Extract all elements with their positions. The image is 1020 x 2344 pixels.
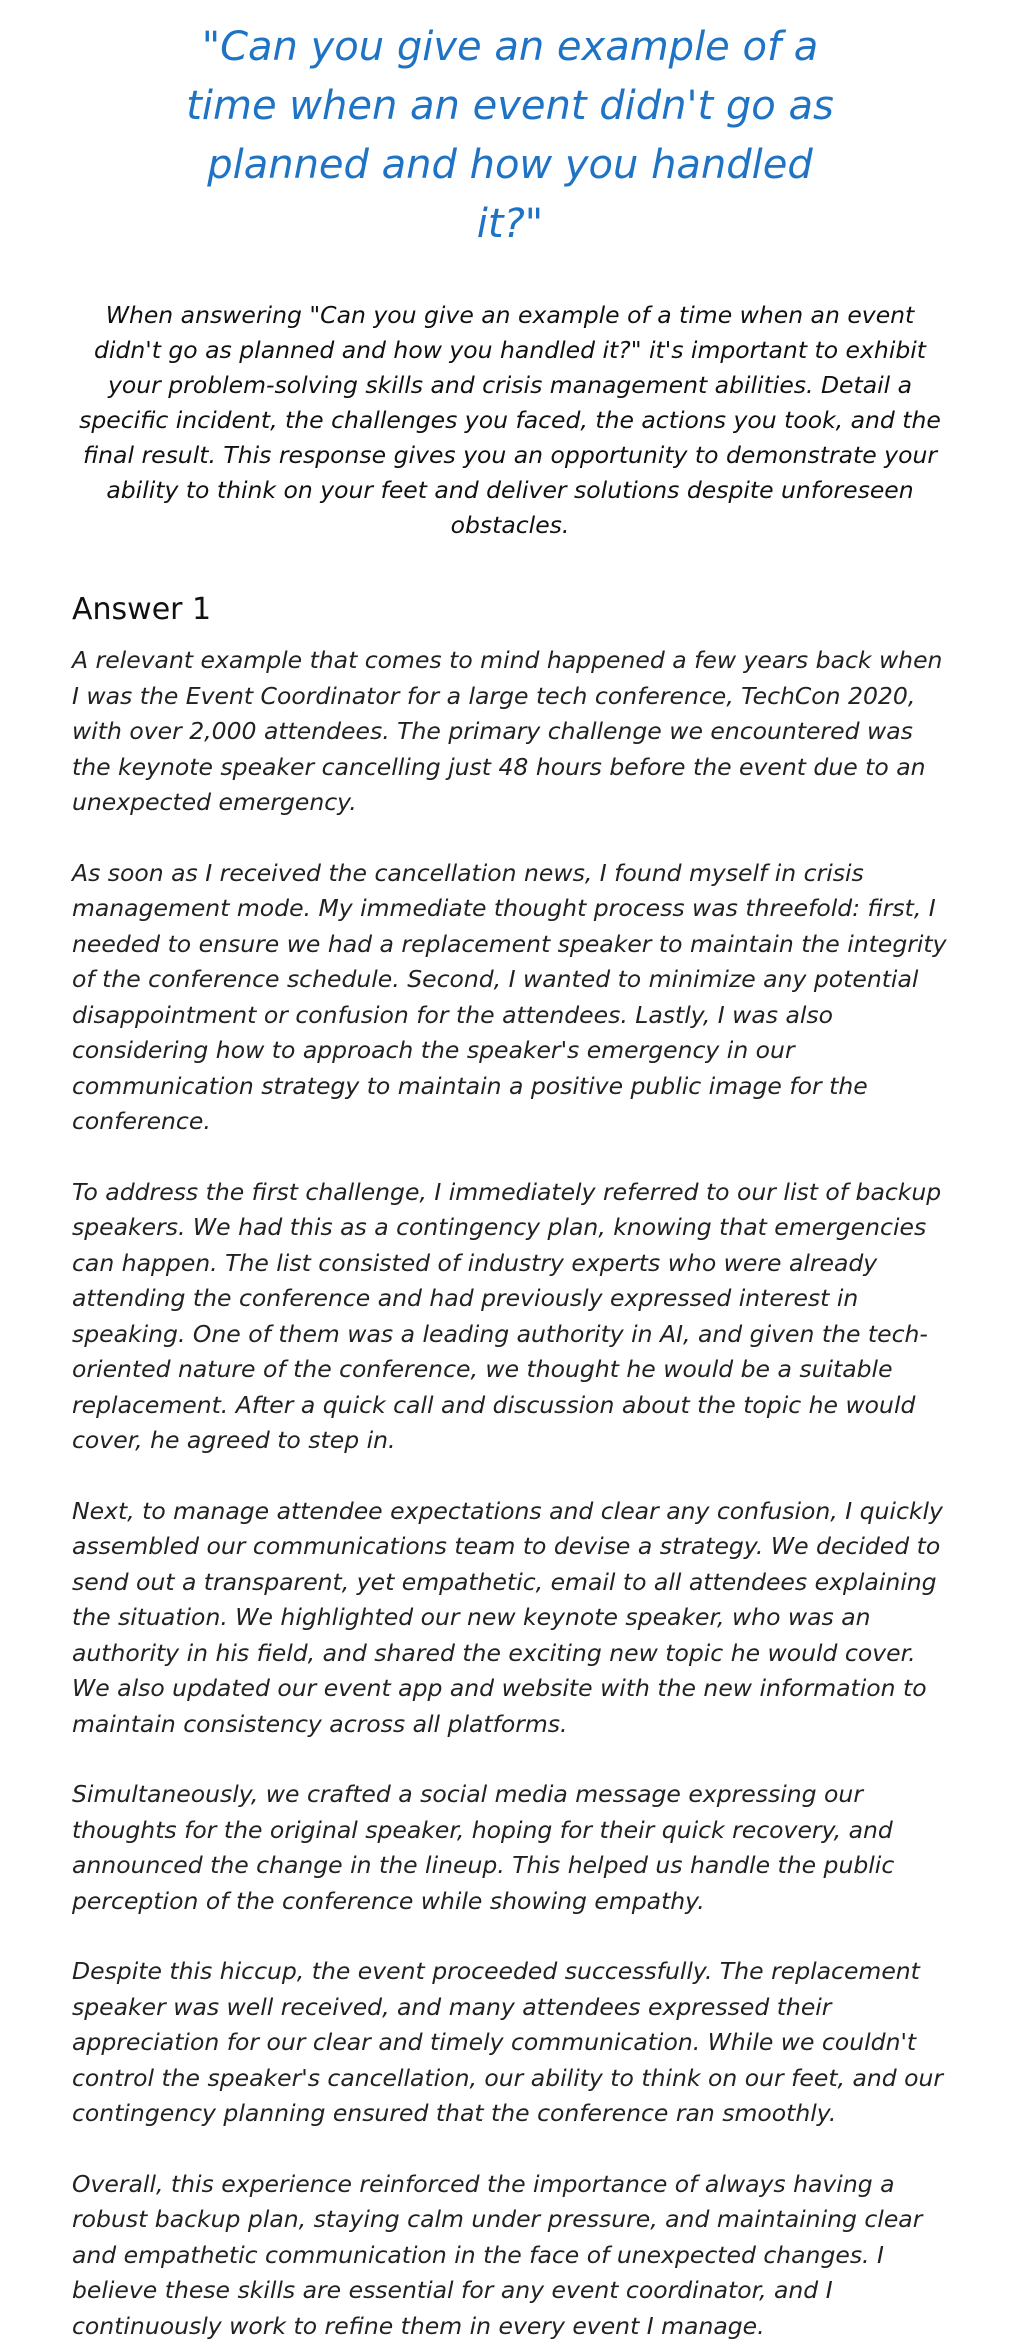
answer-paragraph-7: Overall, this experience reinforced the importance of always having a robust backup plan, staying calm under pressure, and maintaining clear and empathetic communication in the face of unexpected changes. I believe these skills are essential for any event coordinator, and I continuously work to refine them in every event I manage. — [72, 2167, 948, 2344]
answer-paragraph-2: As soon as I received the cancellation news, I found myself in crisis management mode. My immediate thought process was threefold: first, I needed to ensure we had a replacement speaker to maintain the integrity of the conference schedule. Second, I wanted to minimize any potential disappointment or confusion for the attendees. Lastly, I was also considering how to approach the speaker's emergency in our communication strategy to maintain a positive public image for the conference. — [72, 856, 948, 1140]
question-title: "Can you give an example of a time when an event didn't go as planned and how you handled it?" — [72, 18, 948, 254]
answer-paragraph-3: To address the first challenge, I immediately referred to our list of backup speakers. We had this as a contingency plan, knowing that emergencies can happen. The list consisted of industry experts who were already attending the conference and had previously expressed interest in speaking. One of them was a leading authority in AI, and given the tech-oriented nature of the conference, we thought he would be a suitable replacement. After a quick call and discussion about the topic he would cover, he agreed to step in. — [72, 1175, 948, 1459]
answer-paragraph-4: Next, to manage attendee expectations and clear any confusion, I quickly assembled our communications team to devise a strategy. We decided to send out a transparent, yet empathetic, email to all attendees explaining the situation. We highlighted our new keynote speaker, who was an authority in his field, and shared the exciting new topic he would cover. We also updated our event app and website with the new information to maintain consistency across all platforms. — [72, 1494, 948, 1743]
answer-body — [72, 643, 948, 2344]
answer-heading: Answer 1 — [72, 591, 948, 629]
answer-paragraph-6: Despite this hiccup, the event proceeded successfully. The replacement speaker was well received, and many attendees expressed their appreciation for our clear and timely communication. While we couldn't control the speaker's cancellation, our ability to think on our feet, and our contingency planning ensured that the conference ran smoothly. — [72, 1954, 948, 2132]
intro-paragraph: When answering "Can you give an example of a time when an event didn't go as planned and how you handled it?" it's important to exhibit your problem-solving skills and crisis management abilities. Detail a specific incident, the challenges you faced, the actions you took, and the final result. This response gives you an opportunity to demonstrate your ability to think on your feet and deliver solutions despite unforeseen obstacles. — [72, 298, 948, 543]
answer-paragraph-1: A relevant example that comes to mind happened a few years back when I was the Event Coordinator for a large tech conference, TechCon 2020, with over 2,000 attendees. The primary challenge we encountered was the keynote speaker cancelling just 48 hours before the event due to an unexpected emergency. — [72, 643, 948, 821]
answer-paragraph-5: Simultaneously, we crafted a social media message expressing our thoughts for the original speaker, hoping for their quick recovery, and announced the change in the lineup. This helped us handle the public perception of the conference while showing empathy. — [72, 1777, 948, 1919]
